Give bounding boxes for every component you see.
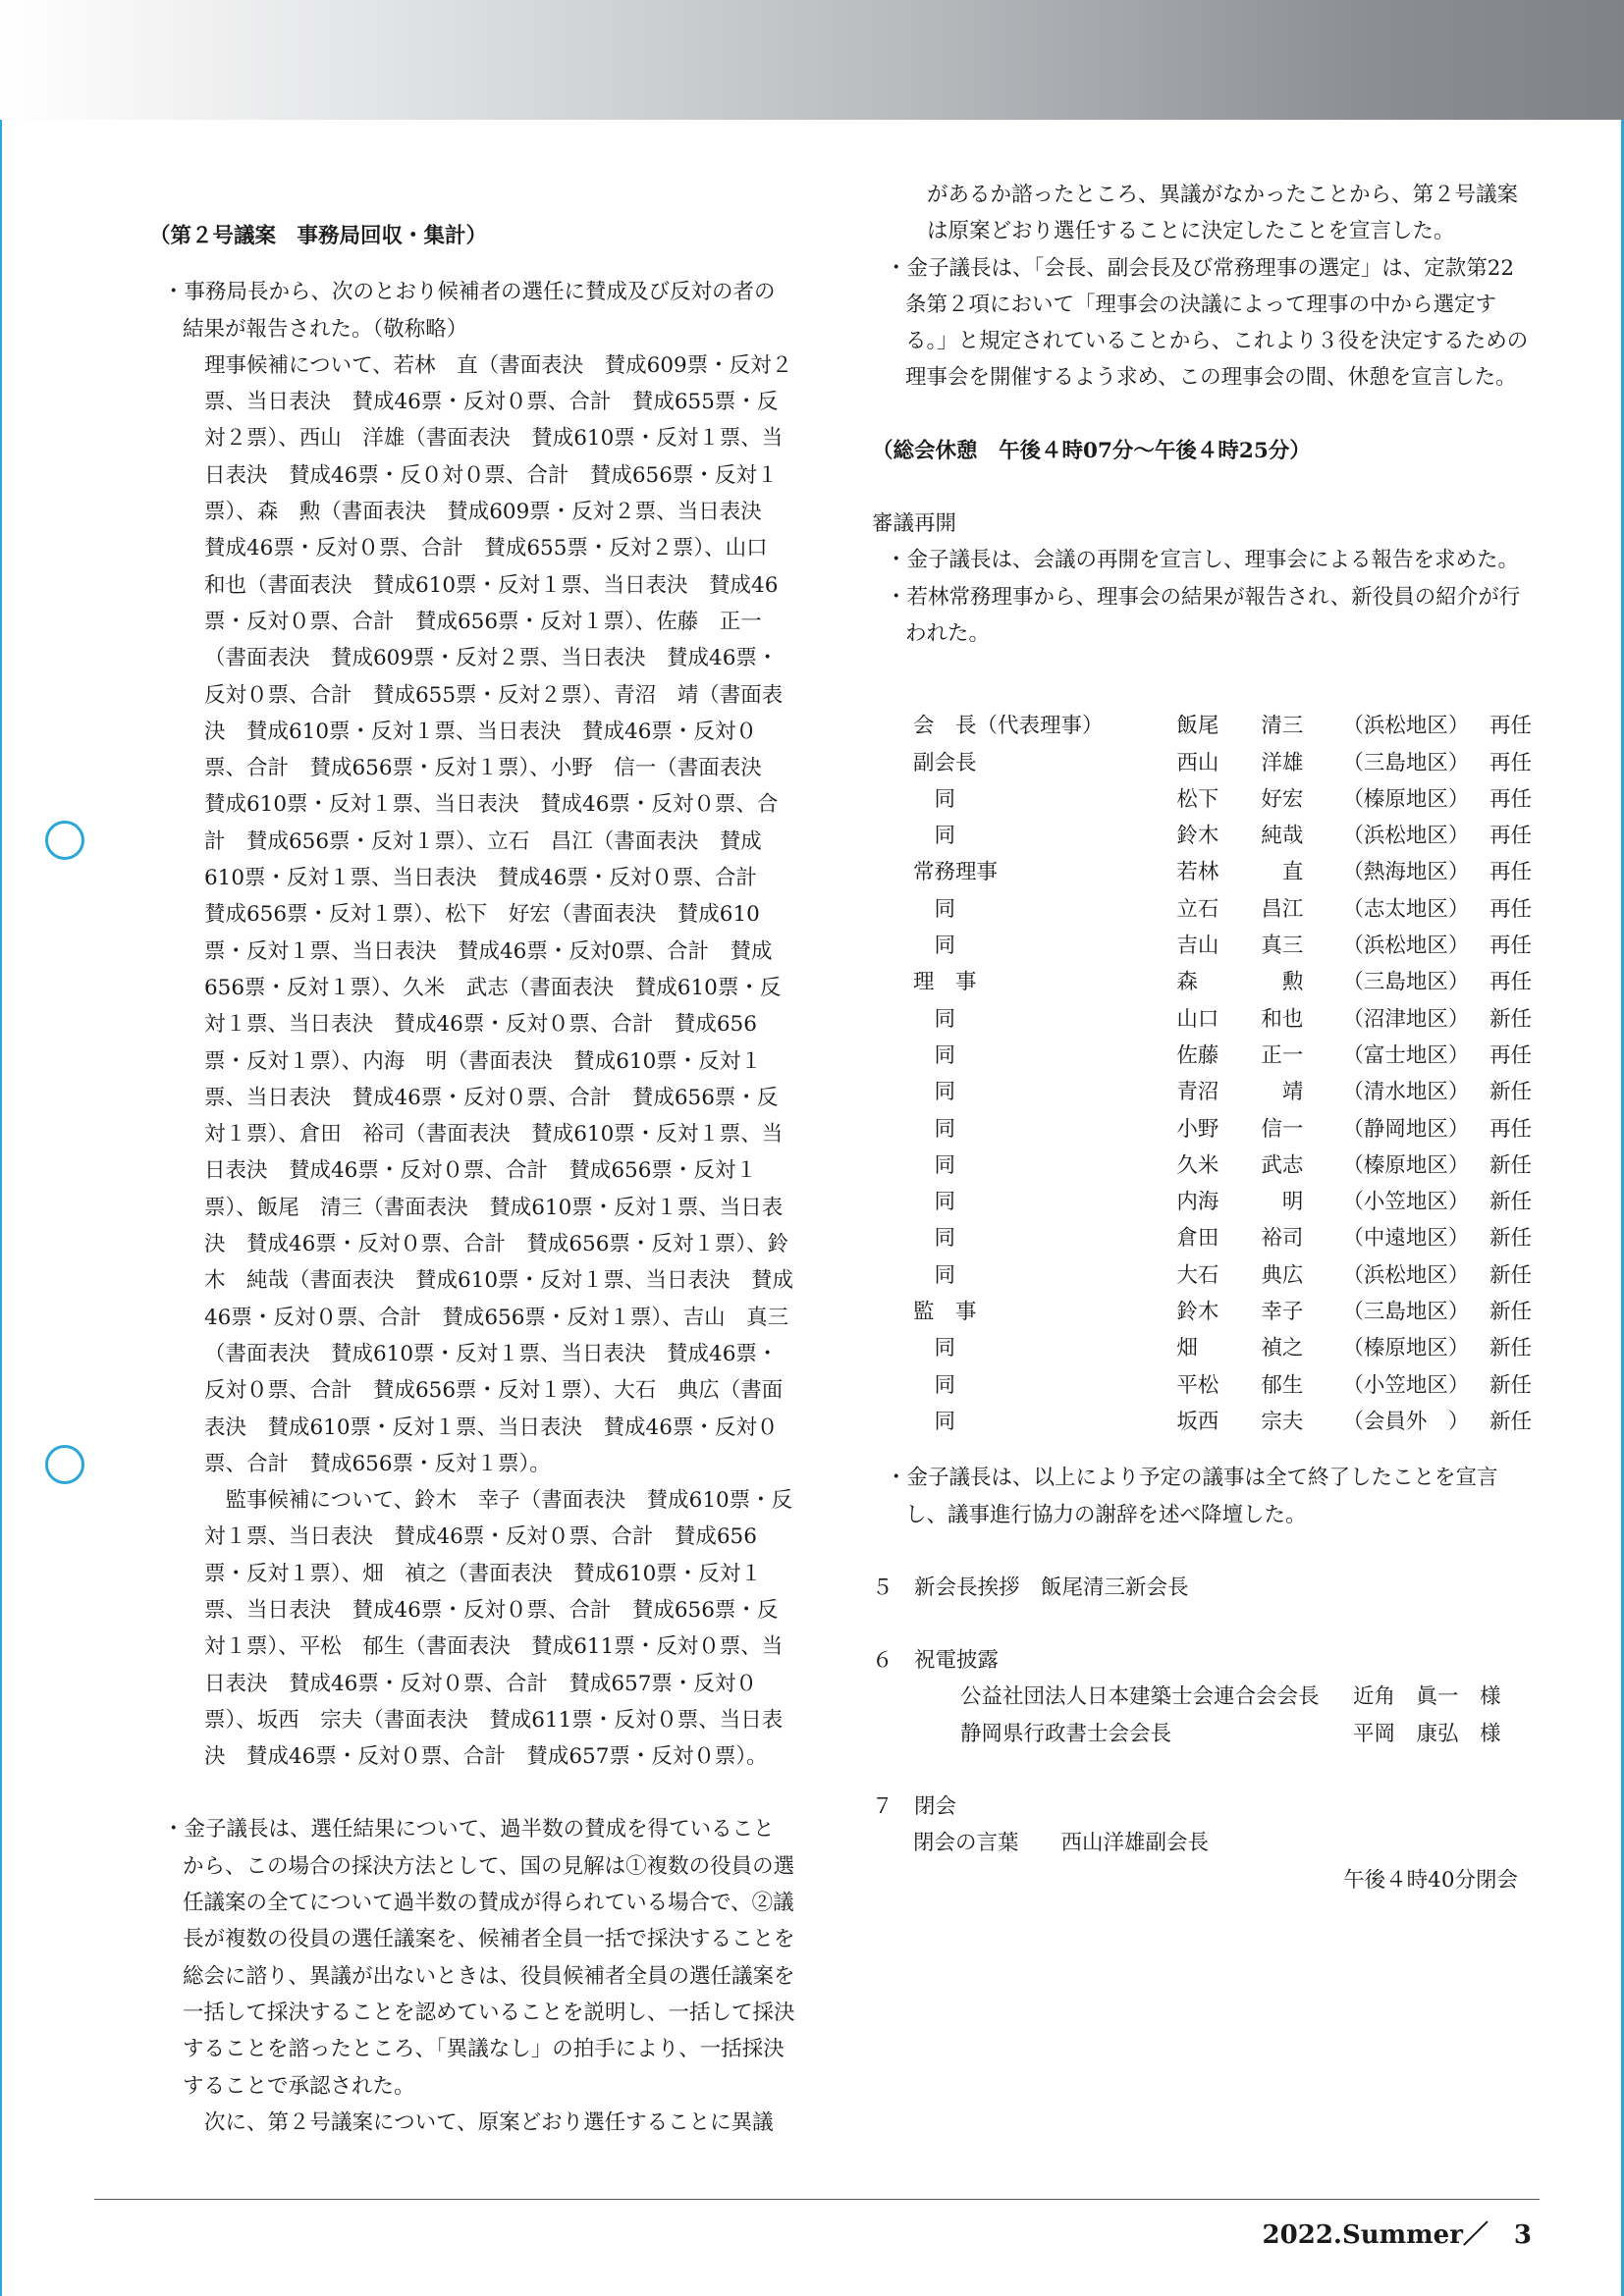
officer-row: [913, 854, 1532, 890]
officer-row: [913, 1294, 1532, 1330]
officer-district: （浜松地区）: [1342, 714, 1470, 739]
officer-status: 再任: [1489, 824, 1532, 849]
closing-bullet: ・金子議長は、以上により予定の議事は全て終了したことを宣言し、議事進行協力の謝辞を述べ降壇した。: [886, 1466, 1498, 1527]
officer-row: [913, 1111, 1532, 1148]
officer-district: （浜松地区）: [1342, 1262, 1470, 1288]
officer-position: 同: [913, 1152, 956, 1178]
continued-text: があるか諮ったところ、異議がなかったことから、第２号議案は原案どおり選任することに決定したことを宣言した。: [927, 183, 1519, 244]
spacer: [149, 254, 795, 274]
officer-position: 同: [913, 824, 956, 849]
officer-status: 再任: [1489, 1042, 1532, 1068]
officer-status: 新任: [1489, 1152, 1532, 1178]
officer-name: 畑 禎之: [1176, 1336, 1304, 1362]
officer-district: （三島地区）: [1342, 750, 1470, 775]
officer-row: [913, 1001, 1532, 1038]
officer-district: （榛原地区）: [1342, 1336, 1470, 1362]
officer-row: [913, 1148, 1532, 1184]
officer-district: （沼津地区）: [1342, 1006, 1470, 1032]
officer-status: 新任: [1489, 1372, 1532, 1398]
left-edge-line: [0, 120, 2, 2296]
officer-row: [913, 1367, 1532, 1404]
officer-row: [913, 928, 1532, 964]
officer-district: （会員外 ）: [1342, 1409, 1470, 1434]
telegram-sender-name: 平岡 康弘 様: [1353, 1721, 1501, 1746]
officer-row: [913, 1330, 1532, 1366]
spacer: [872, 469, 1532, 506]
spacer: [872, 1606, 1532, 1642]
director-votes: 理事候補について、若林 直（書面表決 賛成609票・反対２票、当日表決 賛成46票・反対０票、合計 賛成655票・反対２票）、西山 洋雄（書面表決 賛成610票・反対１票、当日表決 賛成46票・反０対０票、合計 賛成656票・反対１票）、森 勲（書面表決 賛成609票・反対２票、当日表決 賛成46票・反対０票、合計 賛成655票・反対２票）、山口 和也（書面表決 賛成610票・反対１票、当日表決 賛成46票・反対０票、合計 賛成656票・反対１票）、佐藤 正一（書面表決 賛成609票・反対２票、当日表決 賛成46票・反対０票、合計 賛成655票・反対２票）、青沼 靖（書面表決 賛成610票・反対１票、当日表決 賛成46票・反対０票、合計 賛成656票・反対１票）、小野 信一（書面表決 賛成610票・反対１票、当日表決 賛成46票・反対０票、合計 賛成656票・反対１票）、立石 昌江（書面表決 賛成610票・反対１票、当日表決 賛成46票・反対０票、合計 賛成656票・反対１票）、松下 好宏（書面表決 賛成610票・反対１票、当日表決 賛成46票・反対0票、合計 賛成656票・反対１票）、久米 武志（書面表決 賛成610票・反対１票、当日表決 賛成46票・反対０票、合計 賛成656票・反対１票）、内海 明（書面表決 賛成610票・反対１票、当日表決 賛成46票・反対０票、合計 賛成656票・反対１票）、倉田 裕司（書面表決 賛成610票・反対１票、当日表決 賛成46票・反対０票、合計 賛成656票・反対１票）、飯尾 清三（書面表決 賛成610票・反対１票、当日表決 賛成46票・反対０票、合計 賛成656票・反対１票）、鈴木 純哉（書面表決 賛成610票・反対１票、当日表決 賛成46票・反対０票、合計 賛成656票・反対１票）、吉山 真三（書面表決 賛成610票・反対１票、当日表決 賛成46票・反対０票、合計 賛成656票・反対１票）、大石 典広（書面表決 賛成610票・反対１票、当日表決 賛成46票・反対０票、合計 賛成656票・反対１票）。: [204, 352, 794, 1476]
page-footer: 2022.Summer／ 3: [1262, 2220, 1532, 2250]
officer-name: 小野 信一: [1176, 1116, 1304, 1142]
officer-name: 飯尾 清三: [1176, 714, 1304, 739]
officer-district: （榛原地区）: [1342, 1152, 1470, 1178]
section-heading: （第２号議案 事務局回収・集計）: [149, 224, 488, 248]
telegram-sender-name: 近角 眞一 様: [1353, 1684, 1501, 1710]
right-column: [872, 177, 1532, 1898]
officer-name: 倉田 裕司: [1176, 1226, 1304, 1252]
officer-position: 同: [913, 1006, 956, 1032]
officer-status: 再任: [1489, 896, 1532, 922]
auditor-votes: 監事候補について、鈴木 幸子（書面表決 賛成610票・反対１票、当日表決 賛成46票・反対０票、合計 賛成656票・反対１票）、畑 禎之（書面表決 賛成610票・反対１票、当日表決 賛成46票・反対０票、合計 賛成656票・反対１票）、平松 郁生（書面表決 賛成611票・反対０票、当日表決 賛成46票・反対０票、合計 賛成657票・反対０票）、坂西 宗夫（書面表決 賛成611票・反対０票、当日表決 賛成46票・反対０票、合計 賛成657票・反対０票）。: [204, 1488, 793, 1770]
officer-name: 鈴木 純哉: [1176, 824, 1304, 849]
telegram-row: [960, 1716, 1501, 1752]
resume-bullet: ・金子議長は、会議の再開を宣言し、理事会による報告を求めた。: [886, 548, 1520, 573]
officer-status: 再任: [1489, 860, 1532, 885]
agenda-item-5: ５ 新会長挨拶 飯尾清三新会長: [872, 1575, 1189, 1600]
agenda-item-6: ６ 祝電披露: [872, 1648, 1000, 1674]
officer-position: 同: [913, 1226, 956, 1252]
officer-status: 再任: [1489, 1116, 1532, 1142]
officer-status: 再任: [1489, 786, 1532, 812]
officer-name: 佐藤 正一: [1176, 1042, 1304, 1068]
recess-heading: （総会休憩 午後４時07分～午後４時25分）: [872, 438, 1311, 463]
officer-district: （榛原地区）: [1342, 786, 1470, 812]
telegram-row: [960, 1679, 1501, 1715]
officer-name: 内海 明: [1176, 1190, 1304, 1215]
officer-position: 同: [913, 786, 956, 812]
officer-name: 久米 武志: [1176, 1152, 1304, 1178]
officer-row: [913, 708, 1532, 744]
officer-status: 再任: [1489, 714, 1532, 739]
officer-district: （浜松地区）: [1342, 934, 1470, 959]
officer-row: [913, 745, 1532, 781]
left-column: [149, 218, 795, 2141]
officer-district: （浜松地区）: [1342, 824, 1470, 849]
officer-row: [913, 1184, 1532, 1220]
officer-status: 新任: [1489, 1080, 1532, 1105]
officer-row: [913, 818, 1532, 854]
officer-position: 同: [913, 934, 956, 959]
officer-name: 松下 好宏: [1176, 786, 1304, 812]
officer-district: （富士地区）: [1342, 1042, 1470, 1068]
resume-heading: 審議再開: [872, 511, 957, 537]
officer-name: 平松 郁生: [1176, 1372, 1304, 1398]
officer-name: 坂西 宗夫: [1176, 1409, 1304, 1434]
officer-row: [913, 1257, 1532, 1294]
officer-position: 同: [913, 1262, 956, 1288]
officer-row: [913, 891, 1532, 928]
closing-time: 午後４時40分閉会: [1343, 1867, 1518, 1893]
officer-position: 副会長: [913, 750, 977, 775]
officer-position: 理 事: [913, 970, 977, 995]
spacer: [872, 397, 1532, 433]
officer-position: 同: [913, 1080, 956, 1105]
officer-name: 青沼 靖: [1176, 1080, 1304, 1105]
officer-row: [913, 1074, 1532, 1110]
officer-row: [913, 964, 1532, 1000]
officer-name: 鈴木 幸子: [1176, 1300, 1304, 1325]
spacer: [872, 688, 1532, 708]
officer-position: 監 事: [913, 1300, 977, 1325]
officer-district: （清水地区）: [1342, 1080, 1470, 1105]
spacer: [872, 1533, 1532, 1570]
telegram-sender-org: 静岡県行政書士会会長: [960, 1721, 1172, 1746]
officer-district: （小笠地区）: [1342, 1372, 1470, 1398]
officer-status: 再任: [1489, 970, 1532, 995]
officer-status: 新任: [1489, 1190, 1532, 1215]
officer-row: [913, 1220, 1532, 1256]
continued-text: 次に、第２号議案について、原案どおり選任することに異議: [204, 2109, 774, 2135]
officer-district: （三島地区）: [1342, 1300, 1470, 1325]
binder-hole-icon: [45, 821, 84, 860]
officer-position: 同: [913, 1372, 956, 1398]
officer-status: 新任: [1489, 1409, 1532, 1434]
officer-district: （静岡地区）: [1342, 1116, 1470, 1142]
officer-status: 新任: [1489, 1226, 1532, 1252]
officer-name: 若林 直: [1176, 860, 1304, 885]
officer-name: 森 勲: [1176, 970, 1304, 995]
binder-hole-icon: [45, 1445, 84, 1484]
officer-position: 常務理事: [913, 860, 999, 885]
report-bullet: ・事務局長から、次のとおり候補者の選任に賛成及び反対の者の結果が報告された。（敬称略）: [163, 280, 776, 342]
officer-district: （熱海地区）: [1342, 860, 1470, 885]
officer-status: 新任: [1489, 1300, 1532, 1325]
spacer: [872, 652, 1532, 688]
officer-name: 西山 洋雄: [1176, 750, 1304, 775]
spacer: [149, 1775, 795, 1811]
chair-bullet: ・金子議長は、「会長、副会長及び常務理事の選定」は、定款第22条第２項において「理事会の決議によって理事の中から選定する。」と規定されていることから、これより３役を決定するための理事会を開催するよう求め、この理事会の間、休憩を宣言した。: [886, 255, 1529, 391]
agenda-item-7: ７ 閉会: [872, 1793, 957, 1819]
officer-status: 新任: [1489, 1006, 1532, 1032]
closing-words: 閉会の言葉 西山洋雄副会長: [913, 1831, 1210, 1856]
spacer: [872, 1440, 1532, 1460]
officer-district: （志太地区）: [1342, 896, 1470, 922]
officer-position: 同: [913, 1042, 956, 1068]
officer-position: 同: [913, 1336, 956, 1362]
chair-bullet: ・金子議長は、選任結果について、過半数の賛成を得ていることから、この場合の採決方法として、国の見解は①複数の役員の選任議案の全てについて過半数の賛成が得られている場合で、②議長が複数の役員の選任議案を、候補者全員一括で採決することを総会に諮り、異議が出ないときは、役員候補者全員の選任議案を一括して採決することを認めていることを説明し、一括して採決することを諮ったところ、「異議なし」の拍手により、一括採決することで承認された。: [163, 1817, 795, 2099]
officer-position: 同: [913, 896, 956, 922]
officer-district: （三島地区）: [1342, 970, 1470, 995]
footer-rule: [94, 2199, 1540, 2200]
officer-row: [913, 1404, 1532, 1440]
officer-status: 新任: [1489, 1262, 1532, 1288]
report-bullet: ・若林常務理事から、理事会の結果が報告され、新役員の紹介が行われた。: [886, 584, 1521, 646]
officers-table: [913, 708, 1532, 1440]
officer-position: 同: [913, 1116, 956, 1142]
officer-position: 同: [913, 1409, 956, 1434]
telegram-table: [960, 1679, 1501, 1752]
officer-status: 新任: [1489, 1336, 1532, 1362]
officer-name: 立石 昌江: [1176, 896, 1304, 922]
officer-row: [913, 781, 1532, 818]
officer-status: 再任: [1489, 750, 1532, 775]
spacer: [872, 1752, 1532, 1789]
officer-status: 再任: [1489, 934, 1532, 959]
header-gradient-band: [0, 0, 1624, 120]
officer-position: 会 長（代表理事）: [913, 714, 1104, 739]
officer-name: 吉山 真三: [1176, 934, 1304, 959]
officer-district: （中遠地区）: [1342, 1226, 1470, 1252]
officer-name: 大石 典広: [1176, 1262, 1304, 1288]
officer-row: [913, 1038, 1532, 1074]
officer-position: 同: [913, 1190, 956, 1215]
telegram-sender-org: 公益社団法人日本建築士会連合会会長: [960, 1684, 1320, 1710]
officer-name: 山口 和也: [1176, 1006, 1304, 1032]
officer-district: （小笠地区）: [1342, 1190, 1470, 1215]
